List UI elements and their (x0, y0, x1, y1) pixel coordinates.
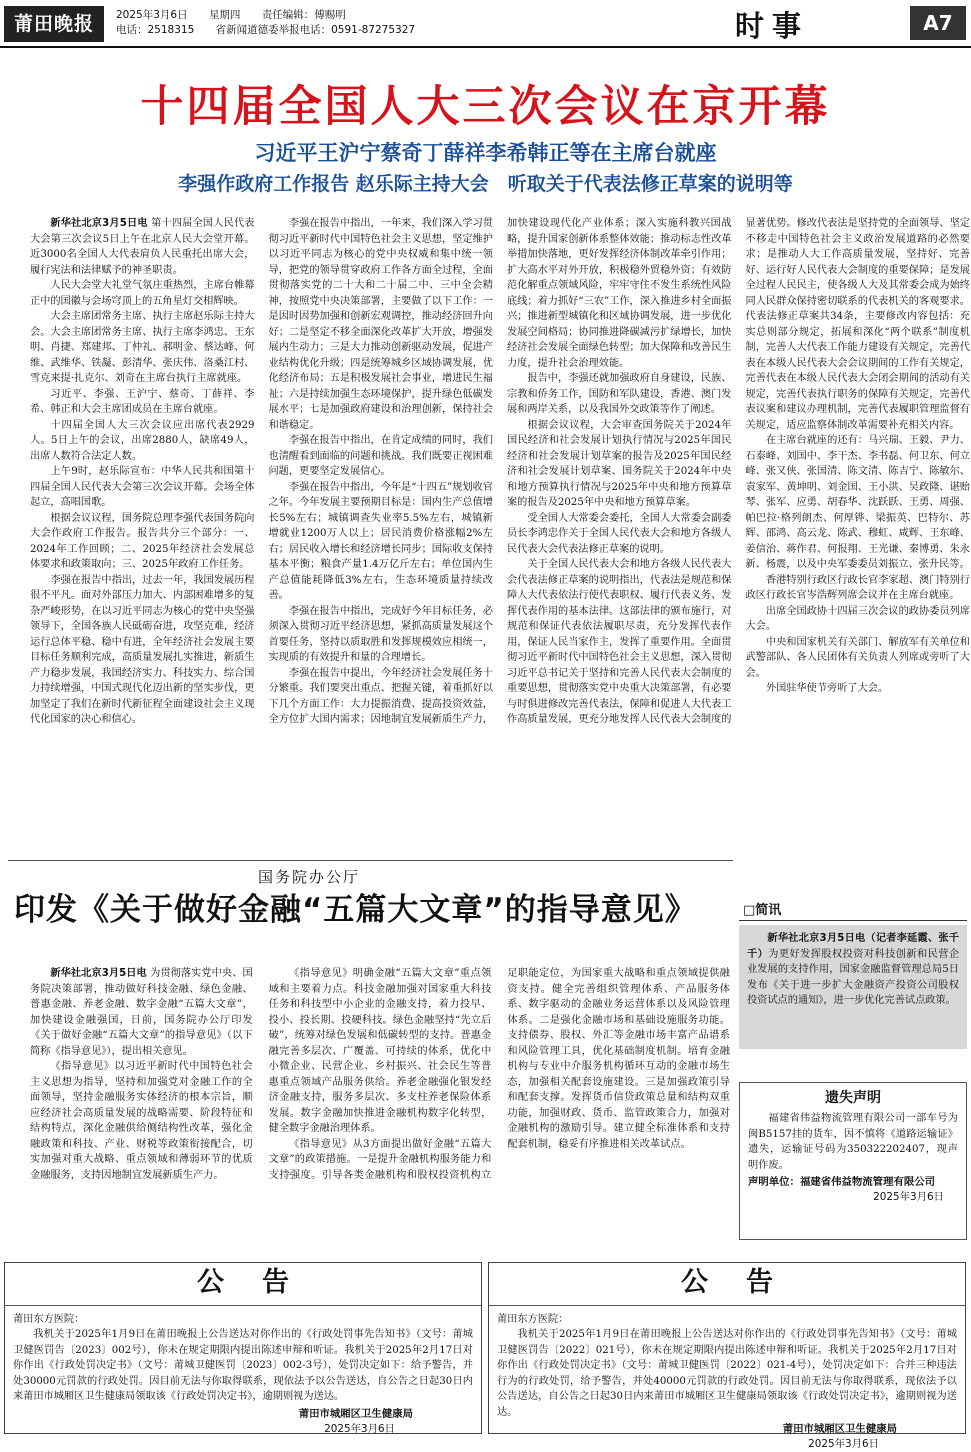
article-paragraph: 人民大会堂大礼堂气氛庄重热烈，主席台帷幕正中的国徽与会场穹顶上的五角星灯交相辉映。 (30, 280, 255, 307)
article-paragraph: 香港特别行政区行政长官李家超、澳门特别行政区行政长官岑浩辉列席会议并在主席台就座。 (745, 574, 970, 601)
page-number: A7 (910, 6, 966, 40)
brief-news-title: □简讯 (739, 902, 967, 921)
article-paragraph: 李强在报告中指出，一年来，我们深入学习贯彻习近平新时代中国特色社会主义思想，坚定维护以习近平同志为核心的党中央权威和集中统一领导，把党的领导贯穿政府工作各方面全过程，全面贯彻落实党的二十大和二十届二中、三中全会精神，按照党中央决策部署，主要做了以下工作：一是因时因势加强和创新宏观调控，推动经济回升向好；二是坚定不移全面深化改革扩大开放，增强发展内生动力；三是大力推动创新驱动发展，促进产业结构优化升级；四是统筹城乡区域协调发展，优化经济布局；五是积极发展社会事业，增进民生福祉；六是持续加强生态环境保护，提升绿色低碳发展水平；七是加强政府建设和治理创新，保持社会和谐稳定。 (268, 218, 493, 431)
article-paragraph: 中央和国家机关有关部门、解放军有关单位和武警部队、各人民团体有关负责人列席或旁听了大会。 (745, 636, 970, 679)
article-paragraph: 李强在报告中提出，今年经济社会发展任务十分繁重。我们要突出重点、把握关键，着重抓好以下几个方面工作：大力提振消费、提高投资效益，全方位扩大国内需求；因地制宜发展新质生产力，加快建设现代化产业体系；深入实施科教兴国战略，提升国家创新体系整体效能；推动标志性改革举措加快落地，更好发挥经济体制改革牵引作用；扩大高水平对外开放，积极稳外贸稳外资；有效防范化解重点领域风险，牢牢守住不发生系统性风险底线；着力抓好“三农”工作，深入推进乡村全面振兴；推进新型城镇化和区域协调发展，进一步优化发展空间格局；协同推进降碳减污扩绿增长，加快经济社会发展全面绿色转型；加大保障和改善民生力度，提升社会治理效能。 (268, 218, 732, 725)
issue-date: 2025年3月6日 (116, 9, 188, 21)
page-header (0, 0, 971, 48)
notice-addressee: 莆田东方医院： (497, 1314, 569, 1325)
article-paragraph: 外国驻华使节旁听了大会。 (765, 683, 889, 694)
brief-news-body: 新华社北京3月5日电（记者李延霞、张千千）为更好发挥股权投资对科技创新和民营企业发展的支持作用，国家金融监督管理总局5日发布《关于进一步扩大金融资产投资公司股权投资试点的通知》，进一步优化完善试点政策。 (739, 925, 967, 1049)
article2-headline: 印发《关于做好金融“五篇大文章”的指导意见》 (14, 892, 697, 928)
section-name: 时事 (735, 9, 810, 43)
dateline: 新华社北京3月5日电 (50, 218, 148, 229)
article2-kicker: 国务院办公厅 (258, 868, 361, 886)
article-paragraph: 十四届全国人大三次会议应出席代表2929人。5日上午的会议，出席2880人，缺席49人，出席人数符合法定人数。 (30, 419, 255, 462)
article-paragraph: 新华社北京3月5日电 为贯彻落实党中央、国务院决策部署，推动做好科技金融、绿色金融、普惠金融、养老金融、数字金融“五篇大文章”，加快建设金融强国，日前，国务院办公厅印发《关于做好金融“五篇大文章”的指导意见》（以下简称《指导意见》），提出相关意见。 (30, 968, 253, 1057)
notice-divider (489, 1305, 965, 1306)
article-paragraph: 《指导意见》从3方面提出做好金融“五篇大文章”的政策措施。一是提升金融机构服务能力和支持强度。引导各类金融机构和股权投资机构立足职能定位，为国家重大战略和重点领域提供融资支持。健全完善组织管理体系、产品服务体系、数字驱动的金融业务运营体系以及风险管理体系。二是强化金融市场和基础设施服务功能。支持债券、股权、外汇等金融市场丰富产品谱系和风险管理工具，优化基础制度机制。培育金融机构与专业中介服务机构循环互动的金融市场生态，加强相关配套设施建设。三是加强政策引导和配套支撑。发挥货币信贷政策总量和结构双重功能，加强财政、货币、监管政策合力，加强对金融机构的激励引导。建立健全标准体系和支持配套机制，稳妥有序推进相关改革试点。 (268, 968, 730, 1181)
issue-weekday: 星期四 (208, 9, 241, 21)
article-paragraph: 关于全国人民代表大会和地方各级人民代表大会代表法修正草案的说明指出，代表法是规范和保障人大代表依法行使代表职权、履行代表义务、发挥代表作用的基本法律。这部法律的颁布施行，对规范和保证代表依法履职尽责，充分发挥代表作用，保证人民当家作主，发挥了重要作用。全面贯彻习近平新时代中国特色社会主义思想，深入贯彻习近平总书记关于坚持和完善人民代表大会制度的重要思想，贯彻落实党中央重大决策部署，有必要与时俱进修改完善代表法，保障和促进人大代表工作高质量发展，更充分地发挥人民代表大会制度的显著优势。修改代表法是坚持党的全面领导、坚定不移走中国特色社会主义政治发展道路的必然要求；是推动人大工作高质量发展，坚持好、完善好、运行好人民代表大会制度的重要保障；是发展全过程人民民主，使各级人大及其常委会成为始终同人民群众保持密切联系的代表机关的客观要求。代表法修正草案共34条，主要修改内容包括：充实总则部分规定，拓展和深化“两个联系”制度机制，完善人大代表工作能力建设有关规定，完善代表在本级人民代表大会会议期间的工作有关规定，完善代表在本级人民代表大会闭会期间的活动有关规定，完善代表执行职务的保障有关规定，完善代表议案和建议办理机制，完善代表履职管理监督有关规定，适应监察体制改革需要补充相关内容。 (507, 218, 970, 725)
newsroom-phone: 电话：2518315 (116, 24, 195, 36)
article-paragraph: 根据会议议程，国务院总理李强代表国务院向大会作政府工作报告。报告共分三个部分：一、2024年工作回顾；二、2025年经济社会发展总体要求和政策取向；三、2025年政府工作任务。 (30, 512, 255, 570)
brief-news-box (739, 902, 967, 1070)
article2-body (30, 966, 730, 1254)
notice-signer: 莆田市城厢区卫生健康局 (298, 1407, 413, 1420)
header-info (116, 8, 433, 38)
dateline: 新华社北京3月5日电（记者李延霞、张千千） (747, 933, 959, 960)
ethics-report-phone: 省新闻道德委举报电话：0591-87275327 (215, 24, 416, 36)
notice-date: 2025年3月6日 (808, 1438, 879, 1450)
article-paragraph: 报告中，李强还就加强政府自身建设，民族、宗教和侨务工作，国防和军队建设，香港、澳门发展和两岸关系，以及我国外交政策等作了阐述。 (507, 373, 732, 415)
section-divider (8, 860, 733, 861)
article-paragraph: 上午9时，赵乐际宣布：中华人民共和国第十四届全国人民代表大会第三次会议开幕。会场全体起立，高唱国歌。 (30, 466, 255, 508)
article-paragraph: 《指导意见》明确金融“五篇大文章”重点领域和主要着力点。科技金融加强对国家重大科技任务和科技型中小企业的金融支持，着力投早、投小、投长期、投硬科技。绿色金融坚持“先立后破”，统筹对绿色发展和低碳转型的支持。普惠金融完善多层次、广覆盖、可持续的体系，优化中小微企业、民营企业、乡村振兴、社会民生等普惠重点领域产品服务供给。养老金融强化银发经济金融支持，服务多层次、多支柱养老保险体系发展。数字金融加快推进金融机构数字化转型，健全数字金融治理体系。 (268, 968, 492, 1134)
article-paragraph: 李强在报告中指出，今年是“十四五”规划收官之年。今年发展主要预期目标是：国内生产总值增长5%左右；城镇调查失业率5.5%左右，城镇新增就业1200万人以上；居民消费价格涨幅2%左右；居民收入增长和经济增长同步；国际收支保持基本平衡；粮食产量1.4万亿斤左右；单位国内生产总值能耗降低3%左右，生态环境质量持续改善。 (268, 481, 493, 601)
main-subhead-1: 习近平王沪宁蔡奇丁薛祥李希韩正等在主席台就座 (254, 141, 717, 165)
main-article-body (30, 216, 970, 856)
lost-notice-title: 遗失声明 (825, 1090, 881, 1106)
notice-divider (5, 1305, 481, 1306)
notice-title: 公告 (681, 1267, 811, 1298)
main-headline: 十四届全国人大三次会议在京开幕 (140, 82, 831, 132)
dateline: 新华社北京3月5日电 (50, 968, 147, 979)
notice-signer: 莆田市城厢区卫生健康局 (782, 1423, 897, 1435)
article-paragraph: 新华社北京3月5日电 第十四届全国人民代表大会第三次会议5日上午在北京人民大会堂开幕。近3000名全国人大代表肩负人民重托出席大会，履行宪法和法律赋予的神圣职责。 (30, 218, 255, 276)
notice-body: 我机关于2025年1月9日在莆田晚报上公告送达对你作出的《行政处罚事先告知书》（文号：莆城卫健医罚告〔2022〕021号），你未在规定期限内提出陈述申辩和听证。我机关于2025年2月17日对你作出《行政处罚决定书》（文号：莆城卫健医罚〔2022〕021-4号），处罚决定如下：合并三种违法行为的行政处罚，给予警告，并处40000元罚款的行政处罚。因目前无法与你取得联系，现依法予以公告送达，自公告之日起30日内来莆田市城厢区卫生健康局领取该《行政处罚决定书》，逾期则视为送达。 (497, 1329, 957, 1418)
notice-body: 我机关于2025年1月9日在莆田晚报上公告送达对你作出的《行政处罚事先告知书》（文号：莆城卫健医罚告〔2023〕002号），你未在规定期限内提出陈述申辩和听证。我机关于2025年2月17日对你作出《行政处罚决定书》（文号：莆城卫健医罚〔2023〕002-3号），处罚决定如下：给予警告，并处30000元罚款的行政处罚。因目前无法与你取得联系，现依法予以公告送达，自公告之日起30日内来莆田市城厢区卫生健康局领取该《行政处罚决定书》，逾期则视为送达。 (13, 1329, 473, 1402)
article-paragraph: 根据会议议程，大会审查国务院关于2024年国民经济和社会发展计划执行情况与2025年国民经济和社会发展计划草案的报告及2025年国民经济和社会发展计划草案、国务院关于2024年中央和地方预算执行情况与2025年中央和地方预算草案的报告及2025年中央和地方预算草案。 (507, 419, 732, 508)
lost-notice-signer: 声明单位：福建省伟益物流管理有限公司 (748, 1176, 936, 1188)
newspaper-logo: 莆田晚报 (4, 6, 104, 42)
article-paragraph: 李强在报告中指出，完成好今年目标任务，必须深入贯彻习近平经济思想，紧抓高质量发展这个首要任务，坚持以质取胜和发挥规模效应相统一，实现质的有效提升和量的合理增长。 (268, 605, 493, 663)
editor-credit: 责任编辑：傅赐明 (261, 9, 346, 21)
notice-title: 公告 (197, 1267, 327, 1298)
lost-notice-date: 2025年3月6日 (873, 1191, 944, 1203)
notice-date: 2025年3月6日 (324, 1422, 395, 1435)
public-notice-right (488, 1262, 966, 1450)
article-paragraph: 出席全国政协十四届三次会议的政协委员列席大会。 (745, 605, 970, 632)
public-notice-left (4, 1262, 482, 1434)
article-paragraph: 大会主席团常务主席、执行主席赵乐际主持大会。大会主席团常务主席、执行主席李鸿忠、王东明、肖捷、郑建邦、丁仲礼、郝明金、蔡达峰、何维、武维华、铁凝、彭清华、张庆伟、洛桑江村、雪克来提·扎克尔、刘奇在主席台执行主席就座。 (30, 311, 255, 384)
article-paragraph: 受全国人大常委会委托，全国人大常委会副委员长李鸿忠作关于全国人民代表大会和地方各级人民代表大会代表法修正草案的说明。 (507, 512, 732, 555)
article-paragraph: 李强在报告中指出，过去一年，我国发展历程很不平凡。面对外部压力加大、内部困难增多的复杂严峻形势，在以习近平同志为核心的党中央坚强领导下，全国各族人民砥砺奋进，攻坚克难，经济运行总体平稳、稳中有进，全年经济社会发展主要目标任务顺利完成，高质量发展扎实推进，新质生产力稳步发展，我国经济实力、科技实力、综合国力持续增强，中国式现代化迈出新的坚实步伐，更加坚定了我们在新时代新征程全面建设社会主义现代化国家的决心和信心。 (30, 574, 255, 725)
article-paragraph: 在主席台就座的还有：马兴瑞、王毅、尹力、石泰峰、刘国中、李干杰、李书磊、何卫东、何立峰、张又侠、张国清、陈文清、陈吉宁、陈敏尔、袁家军、黄坤明、刘金国、王小洪、吴政隆、谌贻琴、张军、应勇、胡春华、沈跃跃、王勇、周强、帕巴拉·格列朗杰、何厚铧、梁振英、巴特尔、苏辉、邵鸿、高云龙、陈武、穆虹、咸辉、王东峰、姜信治、蒋作君、何报翔、王光谦、秦博勇、朱永新、杨震，以及中央军委委员刘振立、张升民等。 (745, 435, 970, 570)
notice-addressee: 莆田东方医院： (13, 1314, 85, 1325)
article-paragraph: 《指导意见》以习近平新时代中国特色社会主义思想为指导，坚持和加强党对金融工作的全面领导，坚持金融服务实体经济的根本宗旨，顺应经济社会高质量发展的战略需要、阶段特征和结构特点，深化金融供给侧结构性改革，强化金融政策和科技、产业、财税等政策衔接配合，切实加强对重大战略、重点领域和薄弱环节的优质金融服务，支持因地制宜发展新质生产力。 (30, 1061, 253, 1181)
lost-notice (739, 1082, 967, 1240)
lost-notice-body: 福建省伟益物流管理有限公司一部车号为闽B5157挂的货车，因不慎将《道路运输证》遗失，运输证号码为350322202407，现声明作废。 (748, 1113, 958, 1171)
article-paragraph: 李强在报告中指出，在肯定成绩的同时，我们也清醒看到面临的问题和挑战。我们既要正视困难问题，更要坚定发展信心。 (268, 435, 493, 477)
main-subhead-2: 李强作政府工作报告 赵乐际主持大会 听取关于代表法修正草案的说明等 (178, 173, 793, 195)
article-paragraph: 习近平、李强、王沪宁、蔡奇、丁薛祥、李希、韩正和大会主席团成员在主席台就座。 (30, 388, 255, 415)
